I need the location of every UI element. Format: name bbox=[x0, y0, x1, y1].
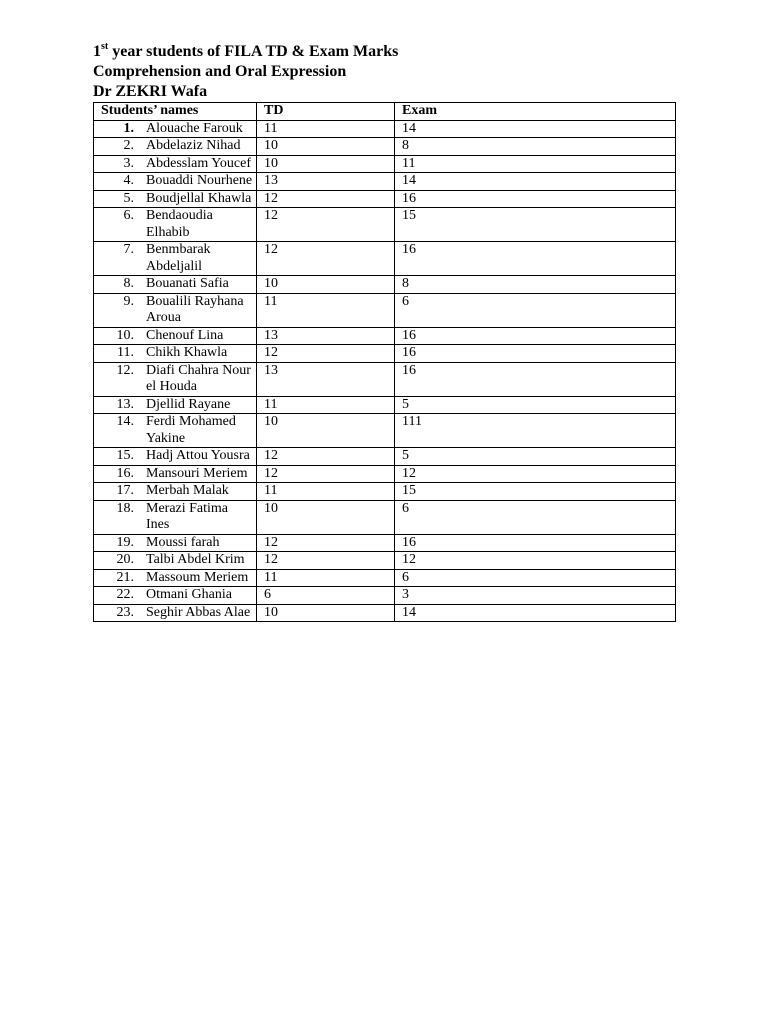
student-name: Merazi Fatima Ines bbox=[146, 500, 229, 532]
table-row bbox=[94, 155, 676, 173]
student-name: Otmani Ghania bbox=[146, 587, 232, 602]
student-name: Abdelaziz Nihad bbox=[146, 138, 241, 153]
exam-mark: 8 bbox=[395, 138, 676, 156]
td-mark: 11 bbox=[257, 293, 395, 327]
td-mark: 11 bbox=[257, 120, 395, 138]
exam-mark: 6 bbox=[395, 569, 676, 587]
row-number: 13. bbox=[116, 396, 134, 412]
td-mark: 12 bbox=[257, 465, 395, 483]
student-name: Chikh Khawla bbox=[146, 345, 228, 360]
row-number: 4. bbox=[123, 173, 134, 188]
student-name-cell bbox=[94, 242, 257, 276]
title-ordinal: 1 bbox=[93, 43, 101, 60]
marks-table bbox=[93, 102, 676, 622]
exam-mark: 16 bbox=[395, 242, 676, 276]
td-mark: 12 bbox=[257, 208, 395, 242]
exam-mark: 111 bbox=[395, 414, 676, 448]
row-number: 21. bbox=[116, 569, 134, 585]
student-name-cell bbox=[94, 293, 257, 327]
student-name: Abdesslam Youcef bbox=[146, 155, 251, 171]
exam-mark: 16 bbox=[395, 345, 676, 363]
td-mark: 13 bbox=[257, 362, 395, 396]
student-name-cell bbox=[94, 276, 257, 294]
table-row bbox=[94, 345, 676, 363]
student-name: Moussi farah bbox=[146, 534, 220, 550]
table-row bbox=[94, 552, 676, 570]
td-mark: 10 bbox=[257, 138, 395, 156]
row-number: 7. bbox=[123, 242, 134, 257]
td-mark: 12 bbox=[257, 552, 395, 570]
exam-mark: 12 bbox=[395, 552, 676, 570]
row-number: 6. bbox=[123, 208, 134, 223]
student-name-cell bbox=[94, 173, 257, 191]
student-name: Bouaddi Nourhene bbox=[146, 173, 253, 188]
td-mark: 12 bbox=[257, 448, 395, 466]
student-name: Diafi Chahra Nour el Houda bbox=[146, 362, 251, 394]
table-row bbox=[94, 190, 676, 208]
td-mark: 11 bbox=[257, 396, 395, 414]
student-name-cell bbox=[94, 534, 257, 552]
row-number: 14. bbox=[116, 414, 134, 429]
row-number: 19. bbox=[116, 534, 134, 550]
student-name: Bendaoudia Elhabib bbox=[146, 208, 213, 240]
student-name: Bouanati Safia bbox=[146, 276, 229, 291]
student-name-cell bbox=[94, 120, 257, 138]
student-name: Chenouf Lina bbox=[146, 327, 224, 343]
table-row bbox=[94, 293, 676, 327]
row-number: 18. bbox=[116, 500, 134, 516]
student-name: Djellid Rayane bbox=[146, 396, 231, 412]
student-name: Talbi Abdel Krim bbox=[146, 552, 245, 567]
row-number: 9. bbox=[123, 293, 134, 309]
student-name: Merbah Malak bbox=[146, 483, 229, 498]
td-mark: 12 bbox=[257, 345, 395, 363]
exam-mark: 16 bbox=[395, 534, 676, 552]
student-name-cell bbox=[94, 587, 257, 605]
row-number: 2. bbox=[123, 138, 134, 153]
exam-mark: 5 bbox=[395, 448, 676, 466]
exam-mark: 15 bbox=[395, 208, 676, 242]
table-row bbox=[94, 276, 676, 294]
row-number: 11. bbox=[117, 345, 134, 360]
teacher-name: Dr ZEKRI Wafa bbox=[93, 83, 208, 100]
exam-mark: 14 bbox=[395, 173, 676, 191]
td-mark: 11 bbox=[257, 483, 395, 501]
student-name: Alouache Farouk bbox=[146, 120, 243, 136]
student-name-cell bbox=[94, 604, 257, 622]
table-row bbox=[94, 242, 676, 276]
student-name: Mansouri Meriem bbox=[146, 465, 248, 481]
table-row bbox=[94, 500, 676, 534]
student-name: Massoum Meriem bbox=[146, 569, 249, 585]
table-row bbox=[94, 327, 676, 345]
student-name: Seghir Abbas Alae bbox=[146, 604, 251, 620]
student-name-cell bbox=[94, 448, 257, 466]
td-mark: 10 bbox=[257, 155, 395, 173]
exam-mark: 14 bbox=[395, 604, 676, 622]
student-name: Ferdi Mohamed Yakine bbox=[146, 414, 236, 446]
student-name-cell bbox=[94, 208, 257, 242]
td-mark: 6 bbox=[257, 587, 395, 605]
exam-mark: 11 bbox=[395, 155, 676, 173]
exam-mark: 8 bbox=[395, 276, 676, 294]
student-name-cell bbox=[94, 414, 257, 448]
student-name-cell bbox=[94, 138, 257, 156]
table-row bbox=[94, 396, 676, 414]
column-header-names: Students’ names bbox=[94, 103, 257, 121]
td-mark: 11 bbox=[257, 569, 395, 587]
table-row bbox=[94, 534, 676, 552]
exam-mark: 5 bbox=[395, 396, 676, 414]
document-header bbox=[93, 42, 398, 102]
student-name-cell bbox=[94, 362, 257, 396]
table-row bbox=[94, 604, 676, 622]
row-number: 1. bbox=[123, 120, 134, 136]
td-mark: 12 bbox=[257, 534, 395, 552]
student-name-cell bbox=[94, 552, 257, 570]
table-row bbox=[94, 587, 676, 605]
td-mark: 13 bbox=[257, 327, 395, 345]
exam-mark: 6 bbox=[395, 500, 676, 534]
course-name: Comprehension and Oral Expression bbox=[93, 63, 347, 80]
td-mark: 10 bbox=[257, 604, 395, 622]
table-header-row bbox=[94, 103, 676, 121]
table-row bbox=[94, 414, 676, 448]
table-body bbox=[94, 120, 676, 622]
column-header-td: TD bbox=[257, 103, 395, 121]
table-row bbox=[94, 138, 676, 156]
student-name-cell bbox=[94, 190, 257, 208]
exam-mark: 6 bbox=[395, 293, 676, 327]
td-mark: 12 bbox=[257, 242, 395, 276]
document-title bbox=[93, 42, 398, 62]
student-name: Boudjellal Khawla bbox=[146, 190, 252, 206]
table-row bbox=[94, 483, 676, 501]
td-mark: 13 bbox=[257, 173, 395, 191]
exam-mark: 12 bbox=[395, 465, 676, 483]
exam-mark: 16 bbox=[395, 190, 676, 208]
student-name-cell bbox=[94, 327, 257, 345]
td-mark: 10 bbox=[257, 414, 395, 448]
row-number: 3. bbox=[123, 155, 134, 171]
exam-mark: 16 bbox=[395, 362, 676, 396]
td-mark: 10 bbox=[257, 276, 395, 294]
table-row bbox=[94, 569, 676, 587]
row-number: 10. bbox=[116, 327, 134, 343]
exam-mark: 3 bbox=[395, 587, 676, 605]
student-name: Benmbarak Abdeljalil bbox=[146, 242, 211, 274]
row-number: 8. bbox=[123, 276, 134, 291]
table-row bbox=[94, 208, 676, 242]
row-number: 23. bbox=[116, 604, 134, 620]
row-number: 5. bbox=[123, 190, 134, 206]
exam-mark: 16 bbox=[395, 327, 676, 345]
row-number: 15. bbox=[116, 448, 134, 463]
table-row bbox=[94, 173, 676, 191]
student-name-cell bbox=[94, 345, 257, 363]
row-number: 20. bbox=[116, 552, 134, 567]
row-number: 12. bbox=[116, 362, 134, 378]
table-row bbox=[94, 448, 676, 466]
table-row bbox=[94, 362, 676, 396]
table-row bbox=[94, 465, 676, 483]
student-name-cell bbox=[94, 569, 257, 587]
column-header-exam: Exam bbox=[395, 103, 676, 121]
row-number: 17. bbox=[116, 483, 134, 498]
td-mark: 10 bbox=[257, 500, 395, 534]
table-row bbox=[94, 120, 676, 138]
student-name: Hadj Attou Yousra bbox=[146, 448, 250, 463]
exam-mark: 15 bbox=[395, 483, 676, 501]
student-name-cell bbox=[94, 465, 257, 483]
student-name-cell bbox=[94, 396, 257, 414]
student-name-cell bbox=[94, 155, 257, 173]
exam-mark: 14 bbox=[395, 120, 676, 138]
student-name-cell bbox=[94, 500, 257, 534]
title-ordinal-suffix: st bbox=[101, 40, 109, 52]
student-name-cell bbox=[94, 483, 257, 501]
title-rest: year students of FILA TD & Exam Marks bbox=[108, 43, 399, 60]
td-mark: 12 bbox=[257, 190, 395, 208]
row-number: 16. bbox=[116, 465, 134, 481]
row-number: 22. bbox=[116, 587, 134, 602]
student-name: Boualili Rayhana Aroua bbox=[146, 293, 244, 325]
